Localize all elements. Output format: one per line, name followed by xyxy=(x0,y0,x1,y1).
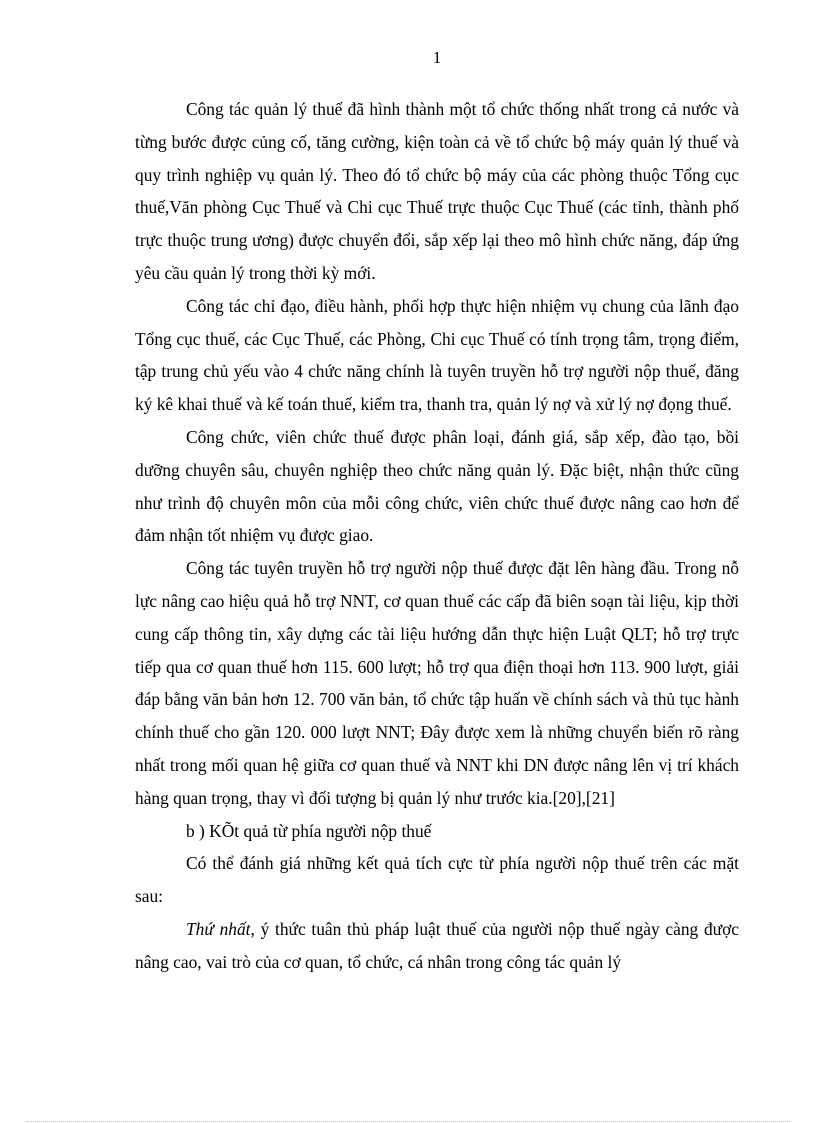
page-number: 1 xyxy=(432,48,442,67)
paragraph-tax-management-organization: Công tác quản lý thuế đã hình thành một tổ chức thống nhất trong cả nước và từng bước được củng cố, tăng cường, kiện toàn cả về tổ chức bộ máy quản lý thuế và quy trình nghiệp vụ quản lý. Theo đó tổ chức bộ máy của các phòng thuộc Tổng cục thuế,Văn phòng Cục Thuế và Chi cục Thuế trực thuộc Cục Thuế (các tỉnh, thành phố trực thuộc trung ương) được chuyển đổi, sắp xếp lại theo mô hình chức năng, đáp ứng yêu cầu quản lý trong thời kỳ mới. xyxy=(135,99,739,283)
page-bottom-border xyxy=(26,1121,790,1122)
paragraph-leadership-coordination: Công tác chỉ đạo, điều hành, phối hợp thực hiện nhiệm vụ chung của lãnh đạo Tổng cục thuế, các Cục Thuế, các Phòng, Chi cục Thuế có tính trọng tâm, trọng điểm, tập trung chủ yếu vào 4 chức năng chính là tuyên truyền hỗ trợ người nộp thuế, đăng ký kê khai thuế và kế toán thuế, kiểm tra, thanh tra, quản lý nợ và xử lý nợ đọng thuế. xyxy=(135,295,739,415)
paragraph-first-point xyxy=(135,913,739,979)
first-point-text: , ý thức tuân thủ pháp luật thuế của người nộp thuế ngày càng được nâng cao, vai trò của cơ quan, tổ chức, cá nhân trong công tác quản lý xyxy=(135,918,739,972)
section-subheading: b ) KÕt quả từ phía người nộp thuế xyxy=(186,820,432,841)
paragraph-civil-servants: Công chức, viên chức thuế được phân loại, đánh giá, sắp xếp, đào tạo, bồi dưỡng chuyên sâu, chuyên nghiệp theo chức năng quản lý. Đặc biệt, nhận thức cũng như trình độ chuyên môn của mỗi công chức, viên chức thuế được nâng cao hơn để đảm nhận tốt nhiệm vụ được giao. xyxy=(135,426,739,546)
document-body xyxy=(135,93,739,979)
first-point-lead: Thứ nhất xyxy=(186,918,251,939)
paragraph-intro-results: Có thể đánh giá những kết quả tích cực từ phía người nộp thuế trên các mặt sau: xyxy=(135,853,739,907)
paragraph-taxpayer-support: Công tác tuyên truyền hỗ trợ người nộp thuế được đặt lên hàng đầu. Trong nỗ lực nâng cao hiệu quả hỗ trợ NNT, cơ quan thuế các cấp đã biên soạn tài liệu, kịp thời cung cấp thông tin, xây dựng các tài liệu hướng dẫn thực hiện Luật QLT; hỗ trợ trực tiếp qua cơ quan thuế hơn 115. 600 lượt; hỗ trợ qua điện thoại hơn 113. 900 lượt, giải đáp bằng văn bản hơn 12. 700 văn bản, tổ chức tập huấn về chính sách và thủ tục hành chính thuế cho gần 120. 000 lượt NNT; Đây được xem là những chuyển biến rõ ràng nhất trong mối quan hệ giữa cơ quan thuế và NNT khi DN được nâng lên vị trí khách hàng quan trọng, thay vì đối tượng bị quản lý như trước kia.[20],[21] xyxy=(135,558,739,808)
